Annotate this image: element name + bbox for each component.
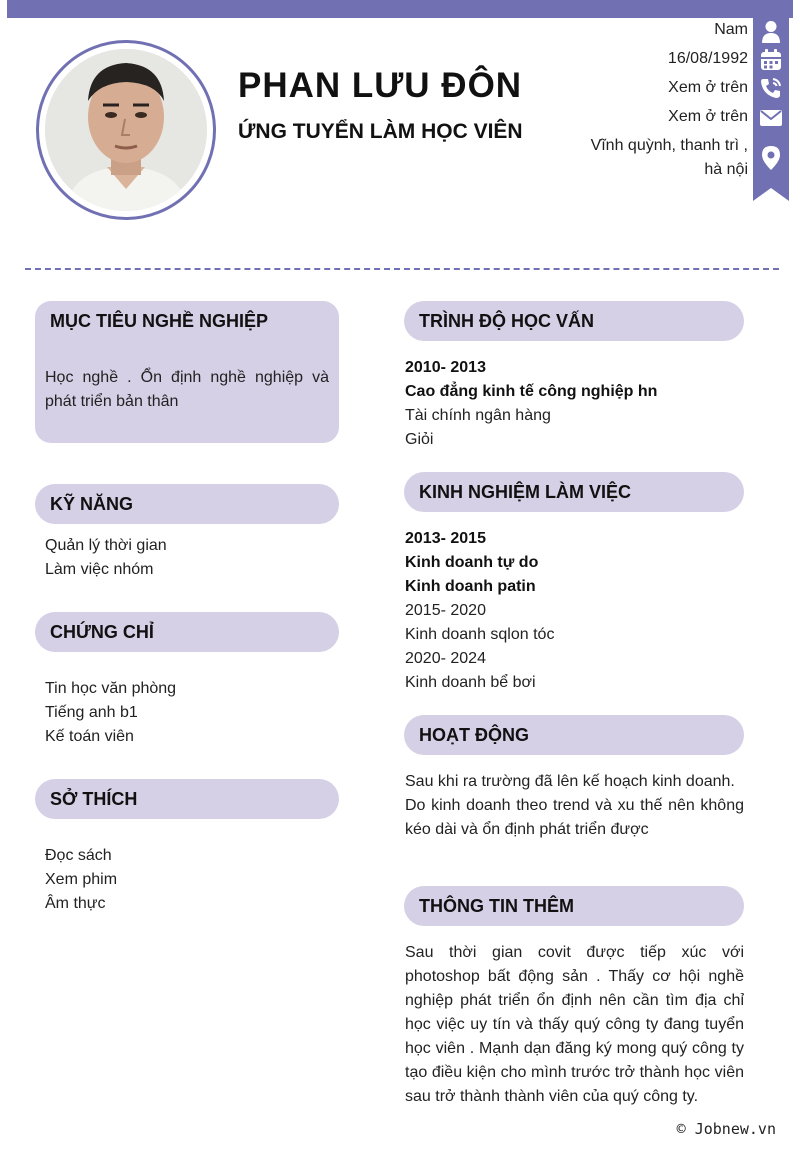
brand-footer[interactable]: © Jobnew.vn — [676, 1120, 776, 1138]
education-school: Cao đẳng kinh tế công nghiệp hn — [405, 383, 658, 400]
phone-value: Xem ở trên — [668, 79, 748, 96]
applied-position: ỨNG TUYỂN LÀM HỌC VIÊN — [238, 120, 523, 143]
experience-line: Kinh doanh patin — [405, 578, 536, 595]
experience-line: 2015- 2020 — [405, 602, 486, 619]
education-period: 2010- 2013 — [405, 359, 486, 376]
email-icon — [753, 104, 789, 132]
birthday-value: 16/08/1992 — [667, 50, 748, 67]
additional-info-heading: THÔNG TIN THÊM — [404, 886, 744, 926]
hobby-item: Xem phim — [45, 871, 118, 888]
calendar-icon — [753, 46, 789, 74]
activities-paragraph: Do kinh doanh theo trend và xu thế nên không kéo dài và ổn định phát triển được — [405, 797, 744, 838]
hobby-item: Âm thực — [45, 895, 106, 912]
experience-line: Kinh doanh sqlon tóc — [405, 626, 555, 643]
skill-item: Quản lý thời gian — [45, 537, 167, 554]
objective-heading: MỤC TIÊU NGHỀ NGHIỆP — [50, 310, 269, 331]
skills-heading: KỸ NĂNG — [35, 484, 339, 524]
objective-text: Học nghề . Ổn định nghề nghiệp và phát triển bản thân — [45, 369, 329, 410]
education-details — [405, 356, 745, 452]
hobby-item: Đọc sách — [45, 847, 112, 864]
hobbies-list — [45, 844, 329, 916]
education-heading: TRÌNH ĐỘ HỌC VẤN — [404, 301, 744, 341]
activities-details — [405, 770, 744, 842]
education-major: Tài chính ngân hàng — [405, 407, 551, 424]
education-grade: Giỏi — [405, 431, 434, 448]
additional-info-text: Sau thời gian covit được tiếp xúc với photoshop bất động sản . Thấy cơ hội nghề nghiệp phát triển ổn định nên cần tìm địa chỉ học việc uy tín và thấy quý công ty đang tuyển học viên . Mạnh dạn đăng ký mong quý công ty tạo điều kiện cho mình trước trở thành học viên sau trở thành thành viên của quý công ty. — [405, 944, 744, 1105]
certificate-item: Tin học văn phòng — [45, 680, 177, 697]
skills-list — [45, 534, 329, 582]
activities-heading: HOẠT ĐỘNG — [404, 715, 744, 755]
experience-line: 2020- 2024 — [405, 650, 486, 667]
experience-line: Kinh doanh bể bơi — [405, 674, 536, 691]
address-line-2: hà nội — [704, 161, 748, 178]
skill-item: Làm việc nhóm — [45, 561, 154, 578]
certificates-heading: CHỨNG CHỈ — [35, 612, 339, 652]
experience-line: 2013- 2015 — [405, 530, 486, 547]
location-icon — [753, 144, 789, 172]
header-divider — [25, 268, 779, 270]
certificate-item: Kế toán viên — [45, 728, 134, 745]
experience-line: Kinh doanh tự do — [405, 554, 539, 571]
experience-details — [405, 527, 745, 695]
top-accent-bar — [7, 0, 793, 18]
avatar — [36, 40, 216, 220]
phone-icon — [753, 74, 789, 102]
activities-paragraph: Sau khi ra trường đã lên kế hoạch kinh doanh. — [405, 773, 735, 790]
email-value: Xem ở trên — [668, 108, 748, 125]
candidate-name: PHAN LƯU ĐÔN — [238, 66, 523, 105]
contact-icon-ribbon — [753, 18, 789, 201]
certificate-item: Tiếng anh b1 — [45, 704, 138, 721]
experience-heading: KINH NGHIỆM LÀM VIỆC — [404, 472, 744, 512]
address-line-1: Vĩnh quỳnh, thanh trì , — [590, 137, 748, 154]
gender-value: Nam — [714, 21, 748, 38]
hobbies-heading: SỞ THÍCH — [35, 779, 339, 819]
profile-photo — [45, 49, 207, 211]
person-icon — [753, 18, 789, 46]
certificates-list — [45, 677, 329, 749]
